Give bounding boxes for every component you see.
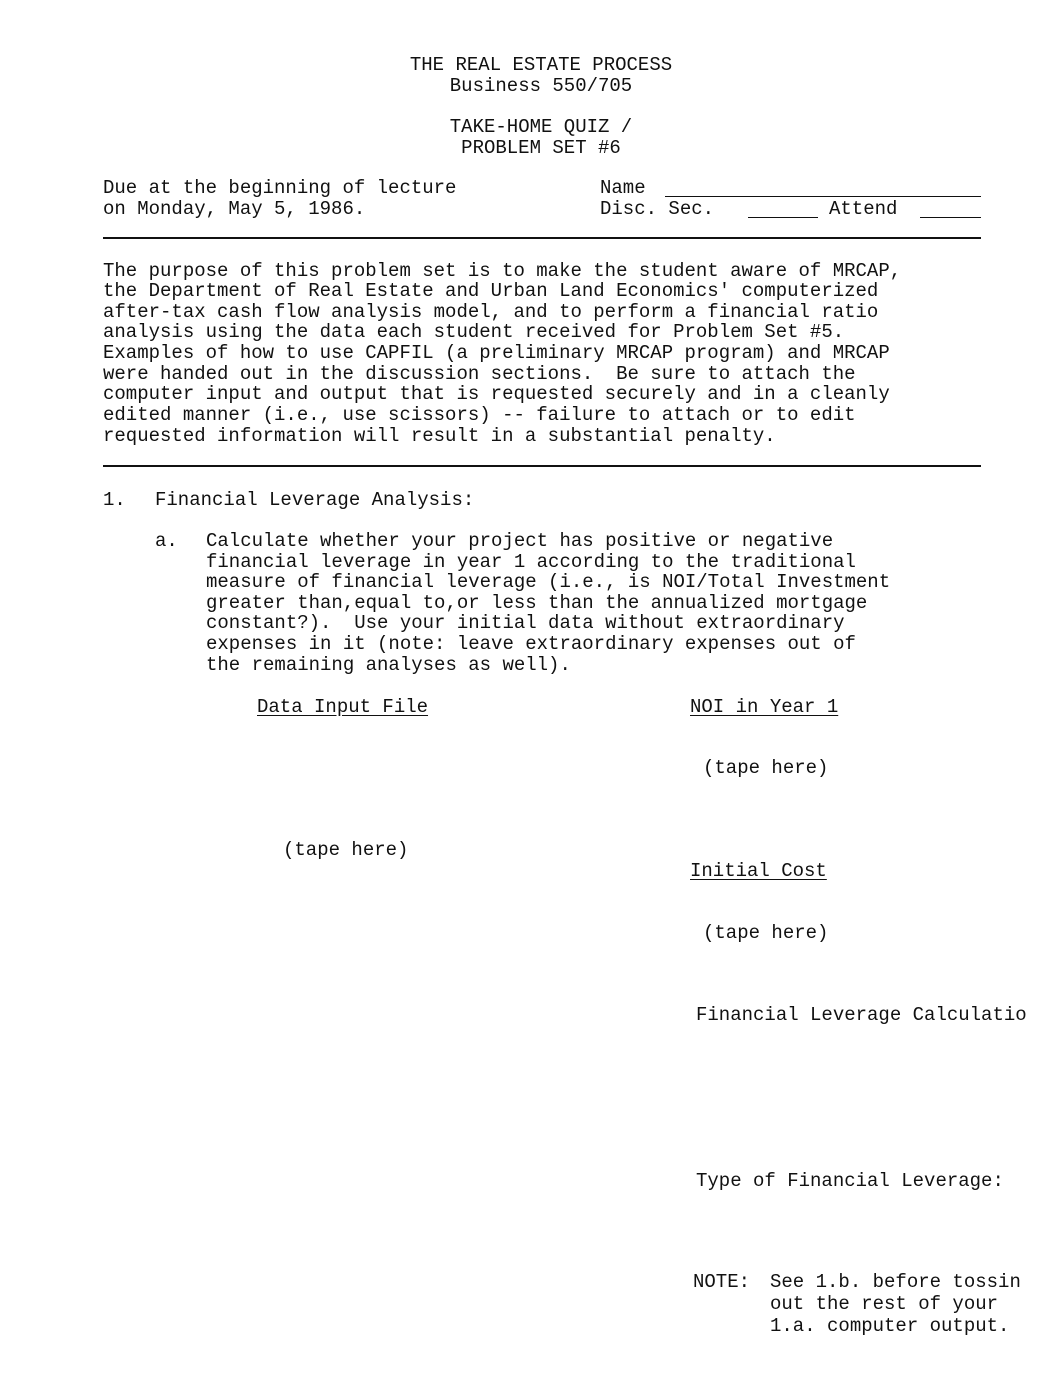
intro-line: computer input and output that is requested securely and in a cleanly <box>103 383 890 405</box>
part-a-line: financial leverage in year 1 according to the traditional <box>206 551 856 573</box>
tape-here-noi: (tape here) <box>703 757 829 779</box>
tape-here-initial-cost: (tape here) <box>703 922 829 944</box>
intro-line: the Department of Real Estate and Urban Land Economics' computerized <box>103 280 879 302</box>
attend-label: Attend <box>829 198 898 220</box>
noi-year1-heading: NOI in Year 1 <box>690 696 839 718</box>
part-a-line: greater than,equal to,or less than the annualized mortgage <box>206 592 868 614</box>
question-1-title: Financial Leverage Analysis: <box>155 489 475 511</box>
header-divider <box>103 237 981 239</box>
quiz-title-line2: PROBLEM SET #6 <box>461 137 621 159</box>
name-blank[interactable] <box>665 196 981 197</box>
part-a-line: measure of financial leverage (i.e., is NOI/Total Investment <box>206 571 891 593</box>
intro-line: edited manner (i.e., use scissors) -- failure to attach or to edit <box>103 404 856 426</box>
intro-line: after-tax cash flow analysis model, and to perform a financial ratio <box>103 301 879 323</box>
note-label: NOTE: <box>693 1271 751 1293</box>
intro-line: analysis using the data each student received for Problem Set #5. <box>103 321 845 343</box>
initial-cost-heading: Initial Cost <box>690 860 827 882</box>
part-a-letter: a. <box>155 530 178 552</box>
note-line: See 1.b. before tossin <box>770 1271 1021 1293</box>
intro-line: were handed out in the discussion sections. Be sure to attach the <box>103 363 856 385</box>
attend-blank[interactable] <box>920 217 981 218</box>
due-line-2: on Monday, May 5, 1986. <box>103 198 366 220</box>
note-line: out the rest of your <box>770 1293 999 1315</box>
financial-leverage-calculation-label: Financial Leverage Calculatio <box>696 1004 1027 1026</box>
document-title: THE REAL ESTATE PROCESS <box>409 54 673 76</box>
intro-line: Examples of how to use CAPFIL (a preliminary MRCAP program) and MRCAP <box>103 342 890 364</box>
intro-divider <box>103 465 981 467</box>
data-input-file-heading: Data Input File <box>257 696 429 718</box>
part-a-line: constant?). Use your initial data without extraordinary <box>206 612 845 634</box>
quiz-title-line1: TAKE-HOME QUIZ / <box>449 116 633 138</box>
course-number: Business 550/705 <box>449 75 633 97</box>
part-a-line: the remaining analyses as well). <box>206 654 571 676</box>
disc-sec-label: Disc. Sec. <box>600 198 715 220</box>
note-line: 1.a. computer output. <box>770 1315 1010 1337</box>
question-1-number: 1. <box>103 489 126 511</box>
part-a-line: Calculate whether your project has positive or negative <box>206 530 834 552</box>
name-label: Name <box>600 177 646 199</box>
due-line-1: Due at the beginning of lecture <box>103 177 457 199</box>
tape-here-data-input: (tape here) <box>283 839 409 861</box>
intro-line: The purpose of this problem set is to make the student aware of MRCAP, <box>103 260 902 282</box>
disc-sec-blank[interactable] <box>748 217 818 218</box>
part-a-line: expenses in it (note: leave extraordinary expenses out of <box>206 633 856 655</box>
intro-line: requested information will result in a substantial penalty. <box>103 425 776 447</box>
financial-leverage-type-label: Type of Financial Leverage: <box>696 1170 1004 1192</box>
